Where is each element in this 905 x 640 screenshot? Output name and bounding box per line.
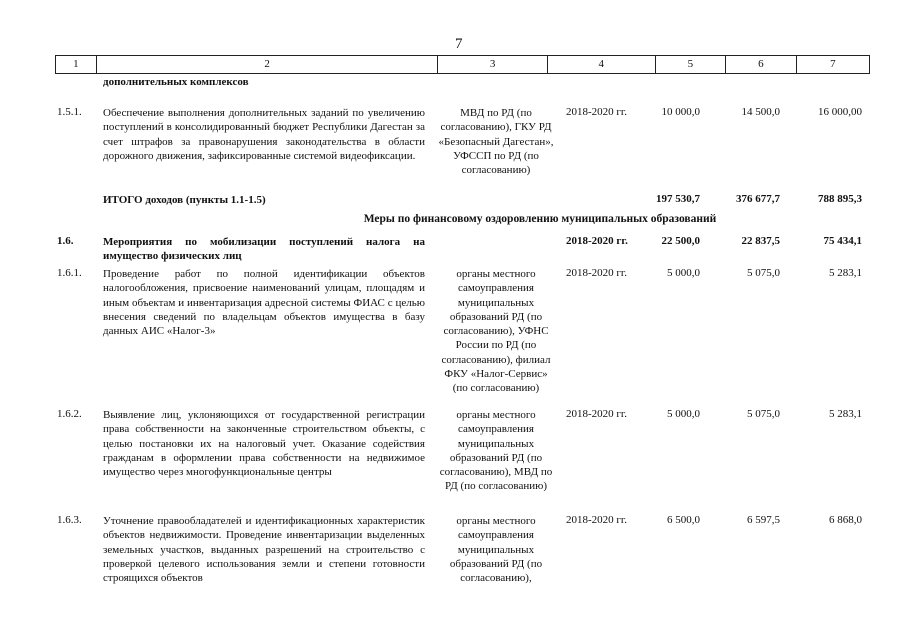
continued-title: дополнительных комплексов	[103, 76, 249, 88]
header-col-5: 5	[656, 56, 727, 73]
header-col-4: 4	[548, 56, 656, 73]
row-organization: органы местного самоуправления муниципальных образований РД (по согласованию), УФНС России по РД (по согласованию), филиал ФКУ «Налог-Сервис» (по согласованию)	[441, 268, 551, 395]
row-period: 2018-2020 гг.	[566, 514, 627, 526]
row-value-6: 22 837,5	[741, 235, 780, 247]
row-value-6: 14 500,0	[741, 106, 780, 118]
row-value-6: 5 075,0	[747, 408, 780, 420]
total-value-5: 197 530,7	[656, 193, 700, 205]
row-organization: органы местного самоуправления муниципальных образований РД (по согласованию), МВД по РД (по согласованию)	[439, 409, 553, 493]
row-value-5: 5 000,0	[667, 408, 700, 420]
row-value-7: 5 283,1	[829, 408, 862, 420]
header-col-3: 3	[438, 56, 547, 73]
row-description: Уточнение правообладателей и идентификационных характеристик объектов недвижимости. Проведение инвентаризации выделенных земельных участков, выданных разрешений на строительство с проверкой целевого использования земли и степени готовности строящихся объектов	[103, 515, 425, 585]
total-label: ИТОГО доходов (пункты 1.1-1.5)	[103, 194, 266, 206]
total-value-7: 788 895,3	[818, 193, 862, 205]
row-value-7: 75 434,1	[823, 235, 862, 247]
row-value-7: 5 283,1	[829, 267, 862, 279]
row-description: Обеспечение выполнения дополнительных заданий по увеличению поступлений в консолидированный бюджет Республики Дагестан за счет штрафов за правонарушения законодательства в области дорожного движения, зафиксированные системой видеофиксации.	[103, 107, 425, 162]
row-value-7: 16 000,00	[818, 106, 862, 118]
row-value-7: 6 868,0	[829, 514, 862, 526]
row-organization: органы местного самоуправления муниципальных образований РД (по согласованию),	[449, 515, 543, 585]
row-period: 2018-2020 гг.	[566, 408, 627, 420]
row-value-6: 5 075,0	[747, 267, 780, 279]
total-value-6: 376 677,7	[736, 193, 780, 205]
header-col-6: 6	[726, 56, 797, 73]
header-col-1: 1	[56, 56, 97, 73]
page-number: 7	[455, 36, 463, 52]
row-value-6: 6 597,5	[747, 514, 780, 526]
row-value-5: 6 500,0	[667, 514, 700, 526]
row-description: Проведение работ по полной идентификации объектов налогообложения, присвоение наименований улицам, площадям и иным объектам и инвентаризация адресной системы ФИАС с целью внесения сведений по владельцам объектов имущества в базу данных АИС «Налог-3»	[103, 268, 425, 338]
row-value-5: 22 500,0	[661, 235, 700, 247]
header-col-7: 7	[830, 58, 836, 70]
row-period: 2018-2020 гг.	[566, 267, 627, 279]
section-title: Меры по финансовому оздоровлению муниципальных образований	[363, 213, 717, 225]
row-organization: МВД по РД (по согласованию), ГКУ РД «Безопасный Дагестан», УФССП по РД (по согласованию)	[438, 107, 554, 177]
row-number: 1.6.1.	[57, 267, 82, 279]
row-period: 2018-2020 гг.	[566, 106, 627, 118]
row-period: 2018-2020 гг.	[566, 235, 628, 247]
row-number: 1.6.3.	[57, 514, 82, 526]
row-description: Мероприятия по мобилизации поступлений налога на имущество физических лиц	[103, 236, 425, 263]
row-value-5: 10 000,0	[661, 106, 700, 118]
row-description: Выявление лиц, уклоняющихся от государственной регистрации права собственности на законченные строительством объекты, с целью постановки их на налоговый учет. Оказание содействия гражданам в оформлении права собственности на недвижимое имущество через многофункциональные центры	[103, 409, 425, 479]
header-col-2: 2	[97, 56, 439, 73]
row-number: 1.6.2.	[57, 408, 82, 420]
row-value-5: 5 000,0	[667, 267, 700, 279]
row-number: 1.6.	[57, 235, 74, 247]
table-header	[55, 55, 870, 74]
row-number: 1.5.1.	[57, 106, 82, 118]
